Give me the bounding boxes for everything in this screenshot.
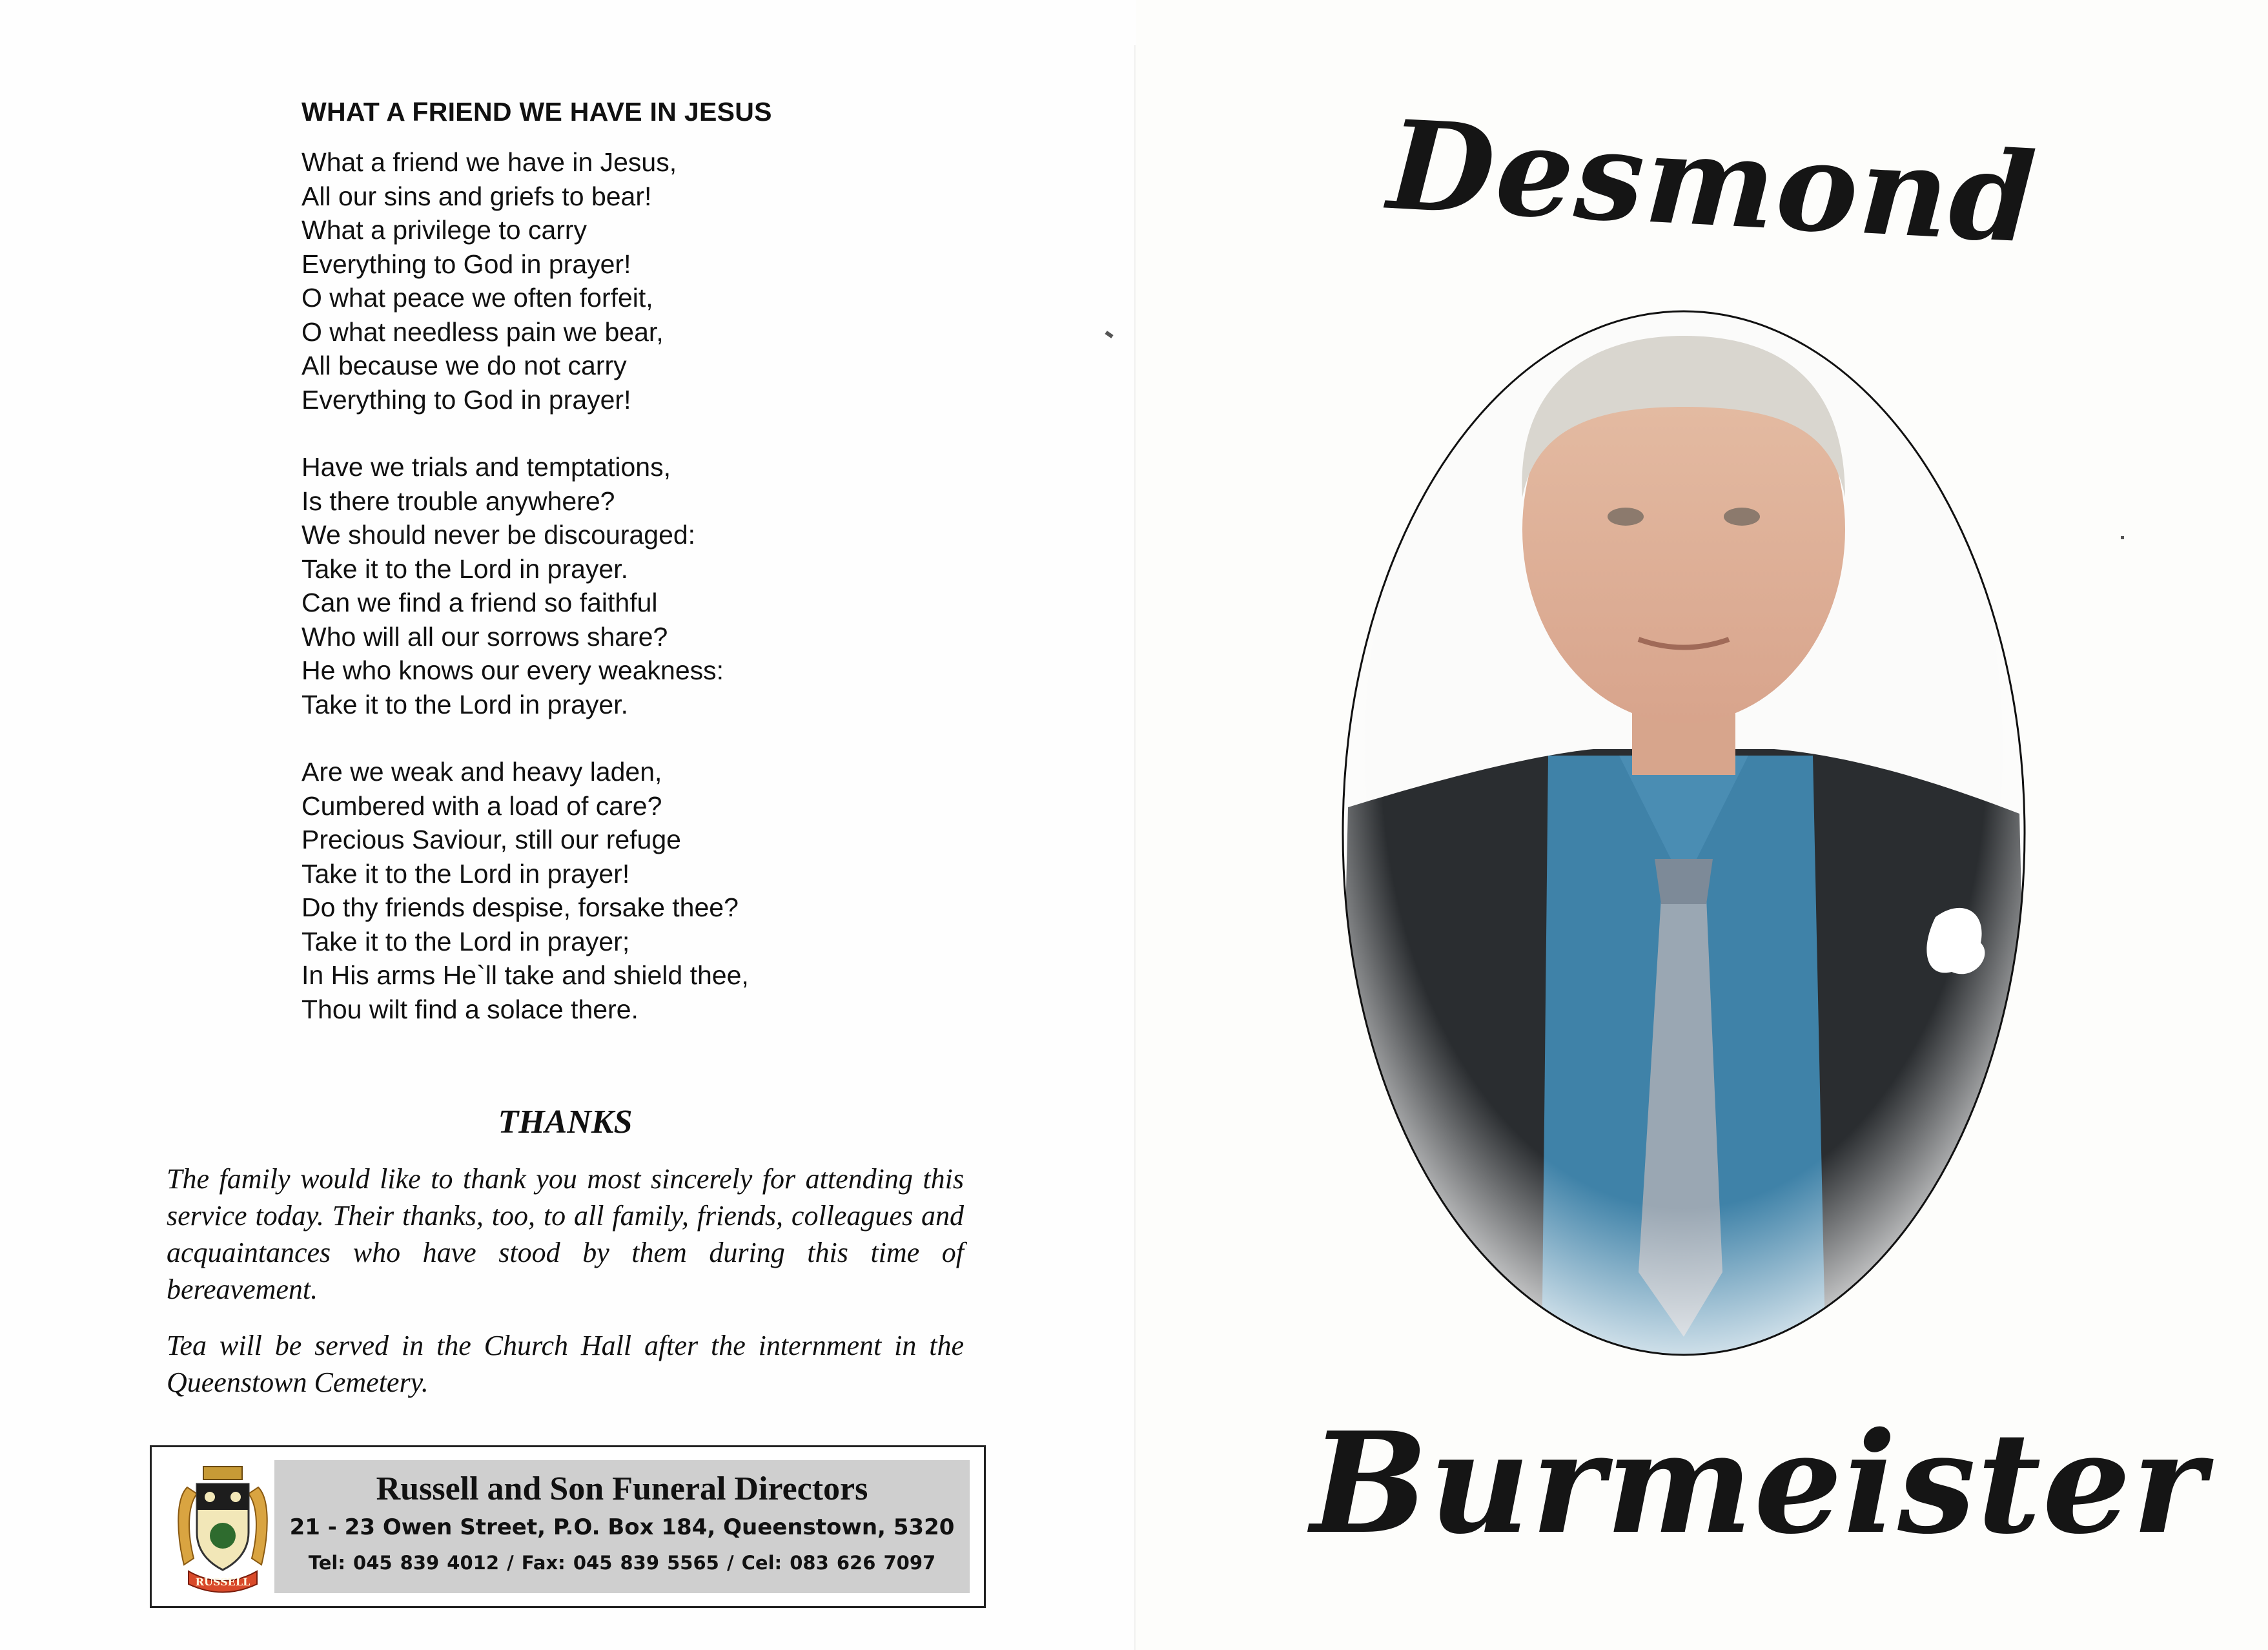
hymn-line: Take it to the Lord in prayer. (301, 553, 628, 584)
thanks-paragraph: The family would like to thank you most sincerely for attending this service today. Their thanks, too, to all family, friends, colleagues and acquaintances who have stood by them during this time of bereavement. (167, 1163, 964, 1305)
hymn-line: Everything to God in prayer! (301, 249, 631, 279)
hymn-line: All because we do not carry (301, 351, 627, 380)
last-name: Burmeister (1311, 1401, 2207, 1565)
funeral-director-contacts: Tel: 045 839 4012 / Fax: 045 839 5565 / Cel: 083 626 7097 (308, 1552, 936, 1574)
hymn-line: Take it to the Lord in prayer. (301, 689, 628, 719)
funeral-director-name: Russell and Son Funeral Directors (376, 1470, 868, 1507)
hymn (301, 92, 883, 1060)
hymn-line: Take it to the Lord in prayer; (301, 926, 630, 956)
hymn-line: Do thy friends despise, forsake thee? (301, 892, 739, 922)
refreshments-note: Tea will be served in the Church Hall after the internment in the Queenstown Cemetery. (167, 1330, 964, 1398)
funeral-director-address: 21 - 23 Owen Street, P.O. Box 184, Queenstown, 5320 (289, 1514, 955, 1540)
hymn-line: Cumbered with a load of care? (301, 790, 662, 821)
first-name: Desmond (1384, 92, 2041, 271)
hymn-line: What a privilege to carry (301, 215, 587, 245)
funeral-director-box (150, 1445, 986, 1608)
hymn-stanza-2 (301, 450, 883, 721)
hymn-line: Take it to the Lord in prayer! (301, 858, 630, 889)
funeral-director-panel (274, 1460, 970, 1593)
hymn-line: In His arms He`ll take and shield thee, (301, 960, 749, 990)
hymn-line: Are we weak and heavy laden, (301, 757, 662, 787)
crest-banner-text: RUSSELL (195, 1576, 250, 1588)
hymn-title: WHAT A FRIEND WE HAVE IN JESUS (301, 97, 772, 127)
hymn-line: Have we trials and temptations, (301, 452, 671, 482)
hymn-line: Everything to God in prayer! (301, 384, 631, 415)
hymn-line: Who will all our sorrows share? (301, 621, 668, 652)
hymn-stanza-1 (301, 145, 883, 417)
thanks-title: THANKS (498, 1104, 633, 1140)
hymn-line: O what needless pain we bear, (301, 316, 664, 347)
paper-speck (2121, 536, 2124, 539)
hymn-stanza-3 (301, 755, 883, 1026)
hymn-line: O what peace we often forfeit, (301, 283, 653, 313)
hymn-line: Can we find a friend so faithful (301, 588, 658, 617)
hymn-line: What a friend we have in Jesus, (301, 147, 677, 177)
hymn-line: Thou wilt find a solace there. (301, 994, 639, 1024)
hymn-line: He who knows our every weakness: (301, 655, 724, 685)
hymn-line: Is there trouble anywhere? (301, 486, 615, 516)
hymn-line: We should never be discouraged: (301, 520, 696, 550)
russell-crest-icon (174, 1461, 271, 1597)
paper-speck (1105, 331, 1113, 338)
hymn-line: Precious Saviour, still our refuge (301, 825, 681, 854)
hymn-line: All our sins and griefs to bear! (301, 181, 652, 211)
portrait-photo (1335, 304, 2032, 1363)
